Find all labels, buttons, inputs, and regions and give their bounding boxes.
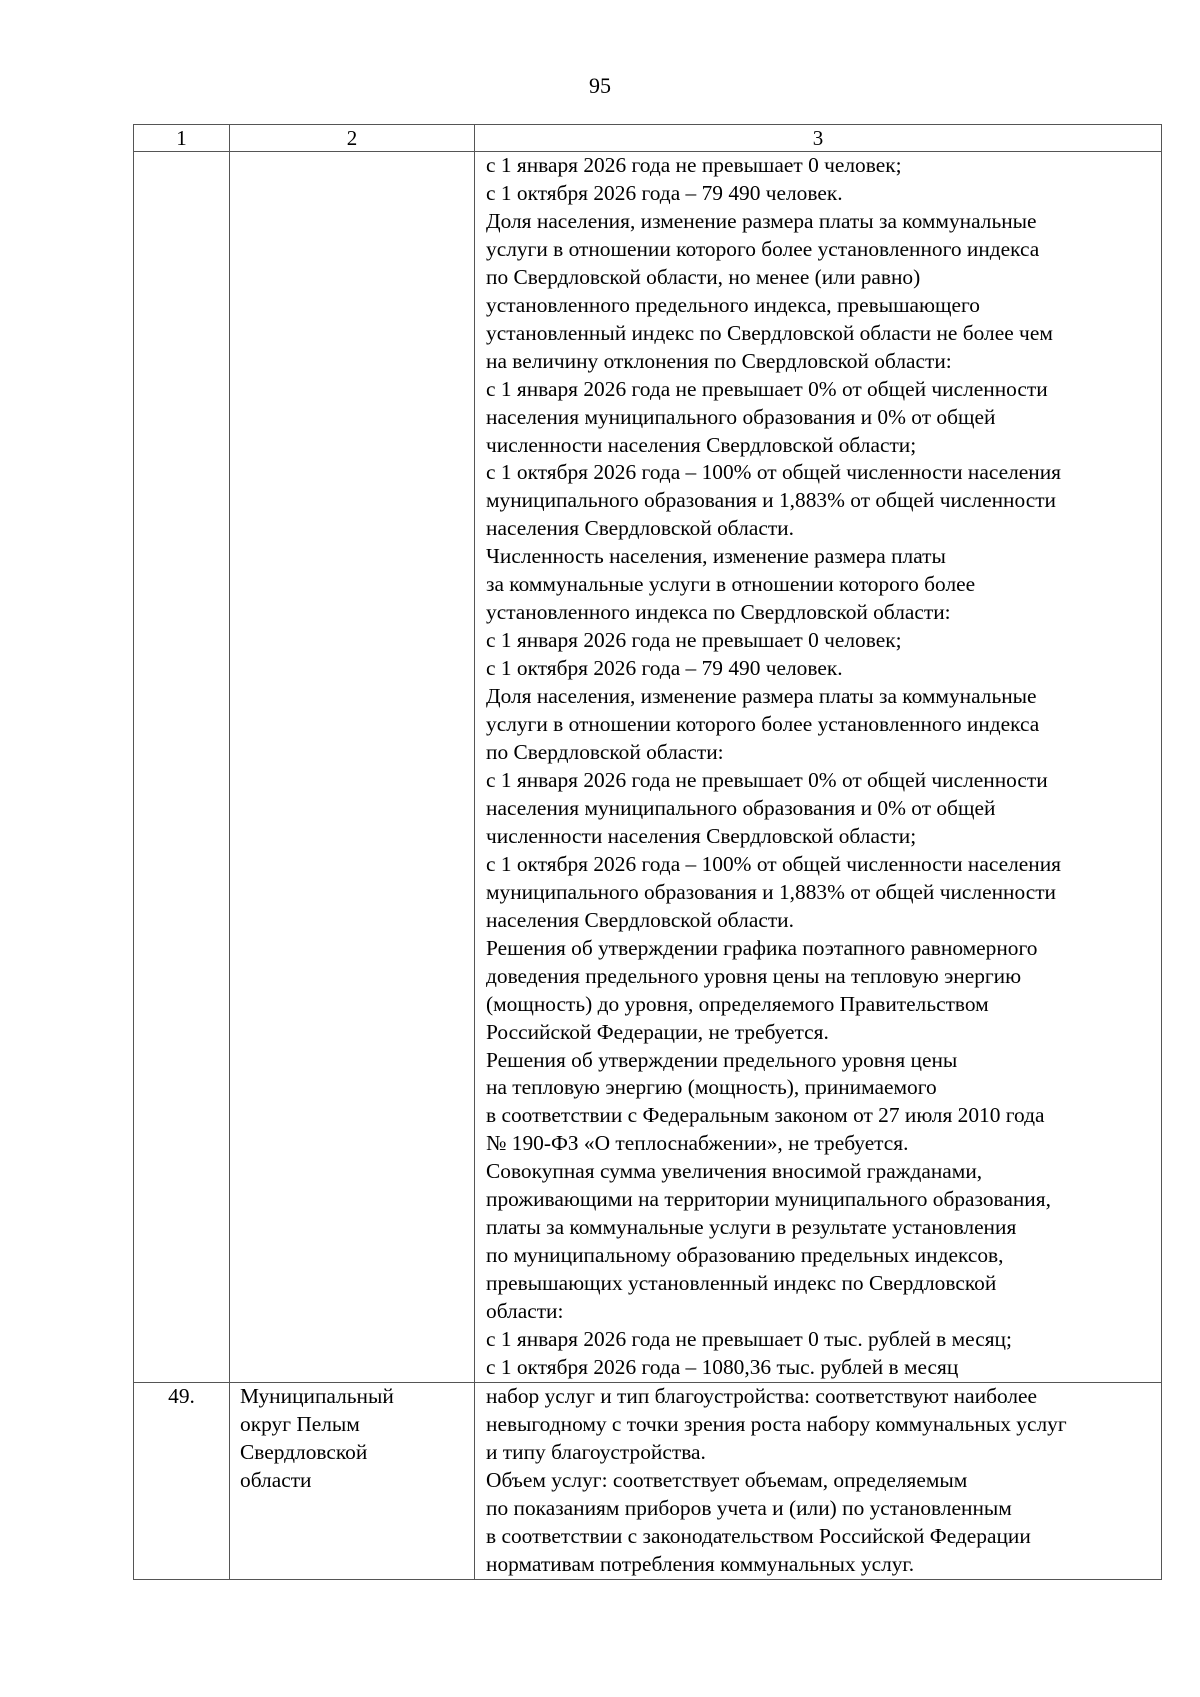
municipality-name-cell: [230, 152, 475, 1383]
table-header-row: [134, 125, 1162, 152]
text-line: услуги в отношении которого более установленного индекса: [486, 236, 1040, 261]
text-line: с 1 января 2026 года не превышает 0% от общей численности: [486, 376, 1048, 401]
text-line: в соответствии с законодательством Российской Федерации: [486, 1523, 1031, 1548]
text-line: услуги в отношении которого более установленного индекса: [486, 712, 1040, 737]
column-header-1: 1: [134, 125, 230, 152]
text-line: Доля населения, изменение размера платы за коммунальные: [486, 208, 1037, 233]
page-number: 95: [589, 73, 611, 98]
column-header-3: 3: [475, 125, 1162, 152]
text-line: с 1 октября 2026 года – 79 490 человек.: [486, 656, 843, 681]
text-line: на величину отклонения по Свердловской области:: [486, 348, 952, 373]
table-row-49: [134, 1382, 1162, 1579]
text-line: с 1 октября 2026 года – 100% от общей численности населения: [486, 851, 1061, 876]
indicator-text-cell: [475, 152, 1162, 1383]
text-line: на тепловую энергию (мощность), принимаемого: [486, 1075, 937, 1100]
text-line: Решения об утверждении графика поэтапного равномерного: [486, 935, 1038, 960]
text-line: по Свердловской области, но менее (или равно): [486, 264, 921, 289]
row-number-cell: 49.: [134, 1382, 230, 1579]
text-line: Доля населения, изменение размера платы за коммунальные: [486, 684, 1037, 709]
row-number-cell: [134, 152, 230, 1383]
text-line: с 1 октября 2026 года – 100% от общей численности населения: [486, 460, 1061, 485]
text-line: за коммунальные услуги в отношении которого более: [486, 572, 976, 597]
text-line: в соответствии с Федеральным законом от 27 июля 2010 года: [486, 1103, 1045, 1128]
municipality-name-line: округ Пелым: [240, 1411, 360, 1436]
text-line: (мощность) до уровня, определяемого Правительством: [486, 991, 989, 1016]
text-line: по муниципальному образованию предельных индексов,: [486, 1243, 1004, 1268]
text-line: установленный индекс по Свердловской области не более чем: [486, 320, 1053, 345]
text-line: № 190-ФЗ «О теплоснабжении», не требуется.: [486, 1131, 909, 1156]
text-line: численности населения Свердловской области;: [486, 432, 917, 457]
municipality-name-line: Свердловской: [240, 1439, 368, 1464]
text-line: населения Свердловской области.: [486, 907, 794, 932]
text-line: Объем услуг: соответствует объемам, определяемым: [486, 1467, 968, 1492]
text-line: проживающими на территории муниципального образования,: [486, 1187, 1051, 1212]
municipality-name-cell: [230, 1382, 475, 1579]
text-line: населения муниципального образования и 0% от общей: [486, 404, 996, 429]
text-line: невыгодному с точки зрения роста набору коммунальных услуг: [486, 1411, 1067, 1436]
text-line: набор услуг и тип благоустройства: соответствуют наиболее: [486, 1383, 1038, 1408]
text-line: с 1 октября 2026 года – 79 490 человек.: [486, 180, 843, 205]
column-header-2: 2: [230, 125, 475, 152]
indicator-text-cell: [475, 1382, 1162, 1579]
text-line: области:: [486, 1299, 564, 1324]
text-line: установленного предельного индекса, превышающего: [486, 292, 980, 317]
text-line: и типу благоустройства.: [486, 1439, 706, 1464]
text-line: с 1 октября 2026 года – 1080,36 тыс. рублей в месяц: [486, 1354, 959, 1379]
text-line: с 1 января 2026 года не превышает 0 человек;: [486, 153, 902, 177]
text-line: платы за коммунальные услуги в результате установления: [486, 1215, 1017, 1240]
text-line: с 1 января 2026 года не превышает 0 тыс. рублей в месяц;: [486, 1327, 1012, 1352]
text-line: по Свердловской области:: [486, 740, 724, 765]
text-line: с 1 января 2026 года не превышает 0% от общей численности: [486, 767, 1048, 792]
text-line: Совокупная сумма увеличения вносимой гражданами,: [486, 1159, 983, 1184]
text-line: Решения об утверждении предельного уровня цены: [486, 1047, 958, 1072]
table-row-continuation: [134, 152, 1162, 1383]
text-line: муниципального образования и 1,883% от общей численности: [486, 879, 1057, 904]
text-line: населения муниципального образования и 0% от общей: [486, 795, 996, 820]
text-line: установленного индекса по Свердловской области:: [486, 600, 951, 625]
text-line: превышающих установленный индекс по Свердловской: [486, 1271, 997, 1296]
document-table: [133, 124, 1162, 1580]
text-line: муниципального образования и 1,883% от общей численности: [486, 488, 1057, 513]
municipality-name-line: Муниципальный: [240, 1383, 394, 1408]
text-line: населения Свердловской области.: [486, 516, 794, 541]
municipality-name-line: области: [240, 1467, 312, 1492]
text-line: численности населения Свердловской области;: [486, 823, 917, 848]
text-line: Российской Федерации, не требуется.: [486, 1019, 829, 1044]
text-line: нормативам потребления коммунальных услуг.: [486, 1551, 915, 1576]
text-line: с 1 января 2026 года не превышает 0 человек;: [486, 628, 902, 653]
text-line: Численность населения, изменение размера платы: [486, 544, 946, 569]
text-line: по показаниям приборов учета и (или) по установленным: [486, 1495, 1012, 1520]
text-line: доведения предельного уровня цены на тепловую энергию: [486, 963, 1022, 988]
